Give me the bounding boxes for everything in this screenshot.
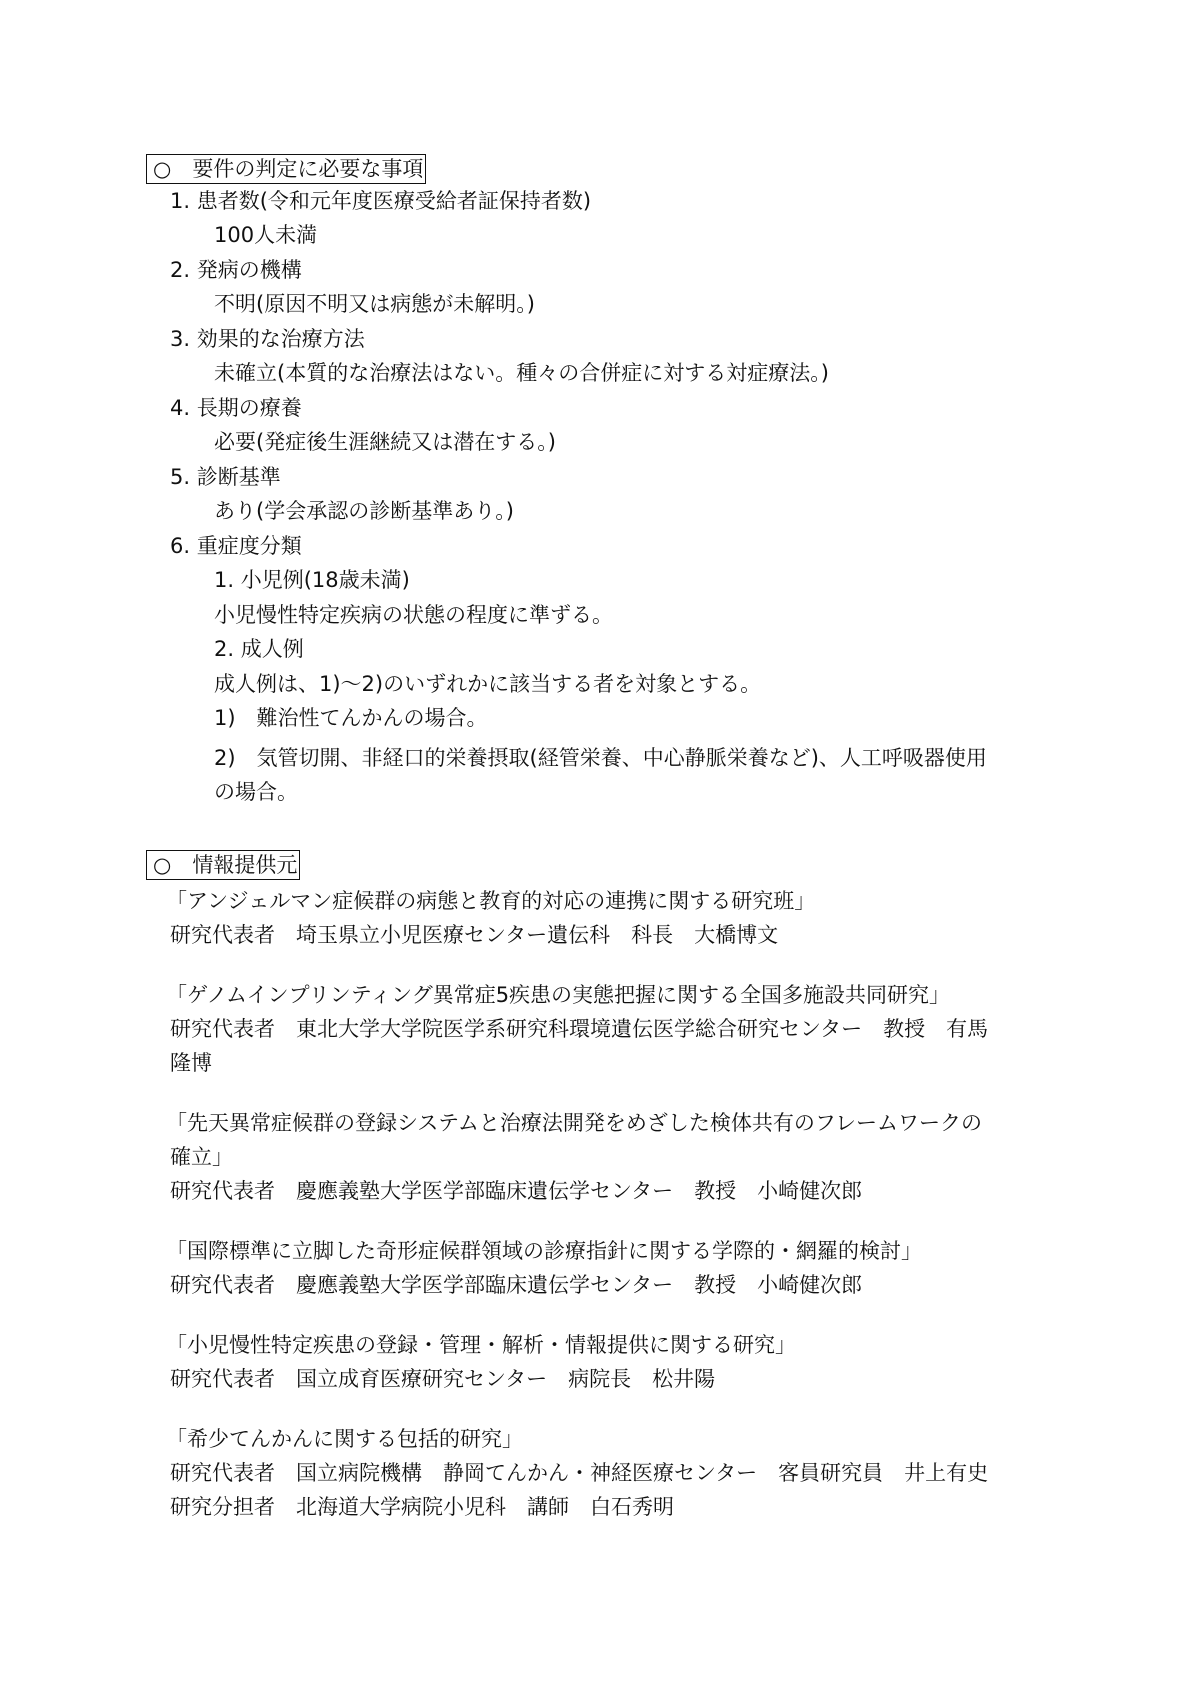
item-5-value: あり(学会承認の診断基準あり。) [214,499,514,523]
item-2-title: 2. 発病の機構 [170,258,302,282]
source-3-representative: 研究代表者 慶應義塾大学医学部臨床遺伝学センター 教授 小崎健次郎 [170,1179,863,1203]
severity-child-heading: 1. 小児例(18歳未満) [214,568,410,592]
severity-condition-2: 2) 気管切開、非経口的栄養摂取(経管栄養、中心静脈栄養など)、人工呼吸器使用 [214,746,987,770]
source-2-representative-cont: 隆博 [170,1051,212,1075]
source-2-title: 「ゲノムインプリンティング異常症5疾患の実態把握に関する全国多施設共同研究」 [166,983,951,1007]
severity-adult-heading: 2. 成人例 [214,637,304,661]
heading-box: ○ 要件の判定に必要な事項 [146,154,426,184]
item-4-value: 必要(発症後生涯継続又は潜在する。) [214,430,556,454]
item-2-value: 不明(原因不明又は病態が未解明。) [214,292,535,316]
source-3-title: 「先天異常症候群の登録システムと治療法開発をめざした検体共有のフレームワークの [166,1111,983,1135]
source-5-title: 「小児慢性特定疾患の登録・管理・解析・情報提供に関する研究」 [166,1333,796,1357]
severity-condition-2-cont: の場合。 [214,780,298,804]
source-1-representative: 研究代表者 埼玉県立小児医療センター遺伝科 科長 大橋博文 [170,923,779,947]
source-4-title: 「国際標準に立脚した奇形症候群領域の診療指針に関する学際的・網羅的検討」 [166,1239,922,1263]
source-6-title: 「希少てんかんに関する包括的研究」 [166,1427,523,1451]
source-1-title: 「アンジェルマン症候群の病態と教育的対応の連携に関する研究班」 [166,889,816,913]
severity-child-text: 小児慢性特定疾病の状態の程度に準ずる。 [214,603,613,627]
source-5-representative: 研究代表者 国立成育医療研究センター 病院長 松井陽 [170,1367,716,1391]
item-1-value: 100人未満 [214,223,318,247]
source-6-representative: 研究代表者 国立病院機構 静岡てんかん・神経医療センター 客員研究員 井上有史 [170,1461,989,1485]
item-3-title: 3. 効果的な治療方法 [170,327,365,351]
section-heading-requirements [146,152,426,186]
section-heading-info-sources [146,848,300,882]
severity-adult-text: 成人例は、1)～2)のいずれかに該当する者を対象とする。 [214,672,762,696]
heading-box: ○ 情報提供元 [146,850,300,880]
item-1-title: 1. 患者数(令和元年度医療受給者証保持者数) [170,189,592,213]
item-3-value: 未確立(本質的な治療法はない。種々の合併症に対する対症療法。) [214,361,829,385]
source-4-representative: 研究代表者 慶應義塾大学医学部臨床遺伝学センター 教授 小崎健次郎 [170,1273,863,1297]
item-4-title: 4. 長期の療養 [170,396,302,420]
item-6-title: 6. 重症度分類 [170,534,302,558]
source-3-title-cont: 確立」 [170,1145,233,1169]
source-6-co-investigator: 研究分担者 北海道大学病院小児科 講師 白石秀明 [170,1495,674,1519]
source-2-representative: 研究代表者 東北大学大学院医学系研究科環境遺伝医学総合研究センター 教授 有馬 [170,1017,989,1041]
severity-condition-1: 1) 難治性てんかんの場合。 [214,706,488,730]
item-5-title: 5. 診断基準 [170,465,281,489]
